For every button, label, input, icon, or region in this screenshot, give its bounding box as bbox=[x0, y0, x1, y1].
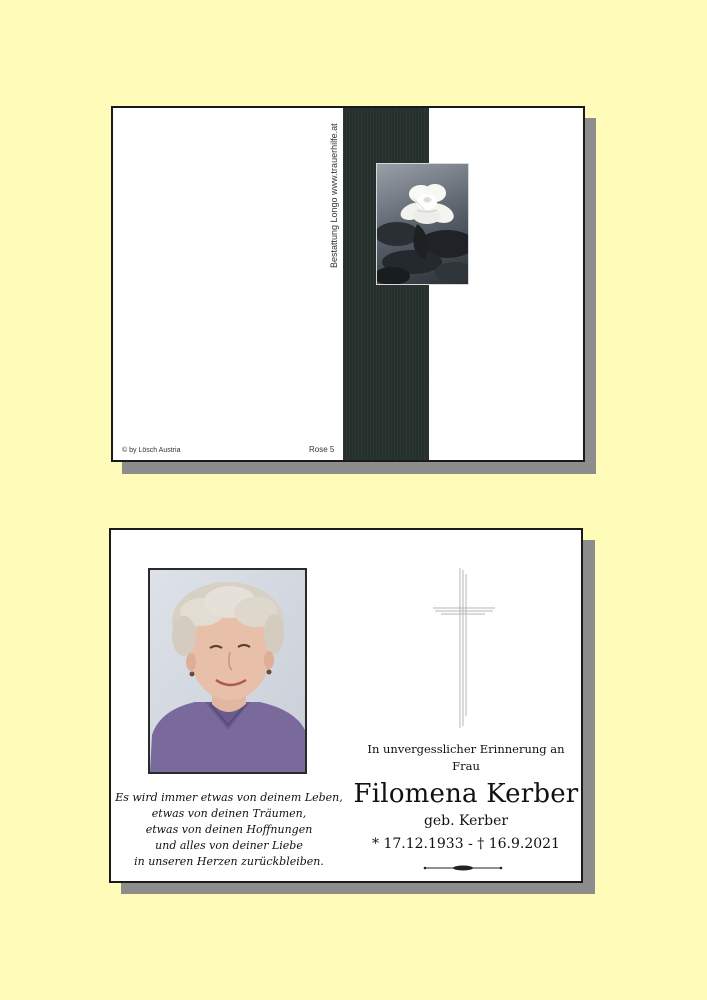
deceased-name: Filomena Kerber bbox=[353, 779, 579, 809]
memorial-poem bbox=[111, 790, 347, 870]
card-model-label: Rose 5 bbox=[309, 445, 335, 454]
portrait-photo bbox=[148, 568, 307, 774]
poem-line: in unseren Herzen zurückbleiben. bbox=[134, 855, 324, 868]
poem-line: und alles von deiner Liebe bbox=[155, 839, 303, 852]
ornament-divider bbox=[423, 857, 503, 876]
life-dates: * 17.12.1933 - † 16.9.2021 bbox=[372, 836, 560, 852]
rose-image bbox=[376, 163, 469, 285]
memorial-intro: In unvergesslicher Erinnerung an bbox=[367, 742, 565, 756]
maiden-name: geb. Kerber bbox=[423, 813, 509, 829]
funeral-home-imprint: Bestattung Longo www.trauerhilfe.at bbox=[329, 123, 339, 268]
poem-line: etwas von deinen Träumen, bbox=[151, 807, 307, 820]
cross-icon bbox=[431, 566, 497, 734]
card-front-outside bbox=[111, 106, 585, 462]
copyright-note: © by Lösch Austria bbox=[122, 447, 181, 454]
salutation: Frau bbox=[452, 759, 480, 773]
poem-line: etwas von deinen Hoffnungen bbox=[145, 823, 313, 836]
poem-line: Es wird immer etwas von deinem Leben, bbox=[115, 791, 343, 804]
card-inside bbox=[109, 528, 583, 883]
